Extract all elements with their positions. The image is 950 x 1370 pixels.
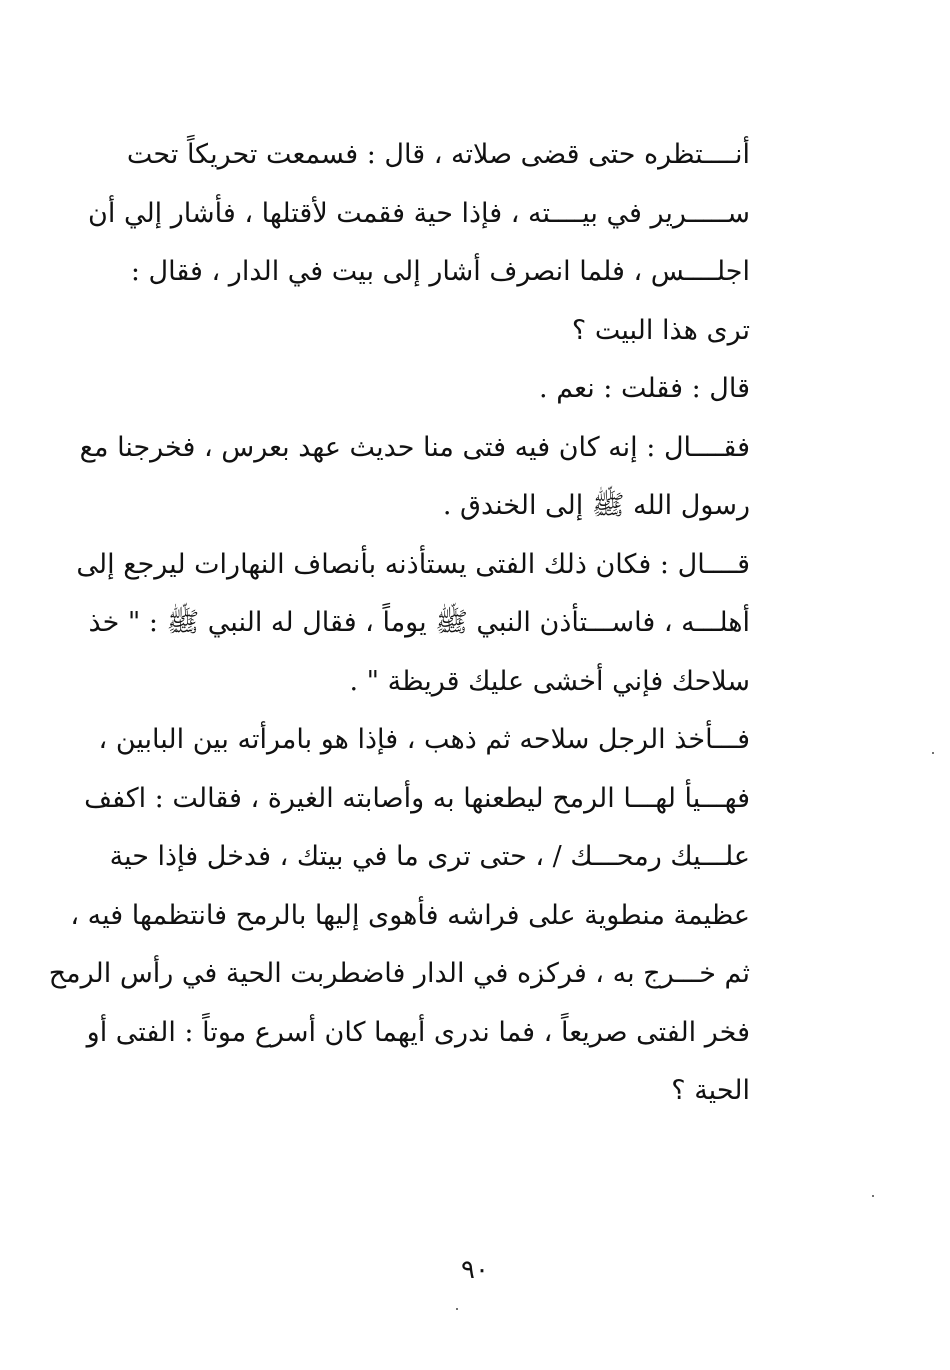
text-line-10: سلاحك فإني أخشى عليك قريظة " . bbox=[349, 665, 750, 697]
text-line-9: أهلـــه ، فاســـتأذن النبي ﷺ يوماً ، فقال له النبي ﷺ : " خذ bbox=[88, 607, 750, 638]
body-text bbox=[48, 126, 750, 1121]
text-line-17: الحية ؟ bbox=[671, 1075, 750, 1106]
text-line-5: قال : فقلت : نعم . bbox=[539, 373, 750, 404]
text-line-15: ثم خـــرج به ، فركزه في الدار فاضطربت الحية في رأس الرمح bbox=[48, 958, 750, 989]
text-line-3: اجلــــس ، فلما انصرف أشار إلى بيت في الدار ، فقال : bbox=[130, 256, 750, 287]
text-line-6: فقــــال : إنه كان فيه فتى منا حديث عهد بعرس ، فخرجنا مع bbox=[79, 431, 750, 463]
scan-speck bbox=[932, 752, 934, 754]
text-line-16: فخر الفتى صريعاً ، فما ندرى أيهما كان أسرع موتاً : الفتى أو bbox=[86, 1016, 750, 1048]
scan-speck bbox=[456, 1308, 458, 1310]
text-line-4: ترى هذا البيت ؟ bbox=[571, 314, 750, 346]
text-line-14: عظيمة منطوية على فراشه فأهوى إليها بالرمح فانتظمها فيه ، bbox=[70, 899, 750, 931]
text-line-1: أنــــتظره حتى قضى صلاته ، قال : فسمعت تحريكاً تحت bbox=[126, 139, 750, 170]
text-line-8: قــــال : فكان ذلك الفتى يستأذنه بأنصاف النهارات ليرجع إلى bbox=[76, 548, 750, 580]
scan-speck bbox=[872, 1195, 874, 1197]
text-line-7: رسول الله ﷺ إلى الخندق . bbox=[442, 490, 750, 521]
text-line-13: علـــيك رمحـــك / ، حتى ترى ما في بيتك ، فدخل فإذا حية bbox=[109, 841, 750, 872]
text-line-11: فـــأخذ الرجل سلاحه ثم ذهب ، فإذا هو بامرأته بين البابين ، bbox=[98, 724, 750, 755]
page-number: ٩٠ bbox=[461, 1255, 489, 1285]
text-line-2: ســـــرير في بيــــته ، فإذا حية فقمت لأقتلها ، فأشار إلي أن bbox=[88, 197, 750, 229]
text-line-12: فهـــيأ لهـــا الرمح ليطعنها به وأصابته الغيرة ، فقالت : اكفف bbox=[84, 782, 750, 814]
